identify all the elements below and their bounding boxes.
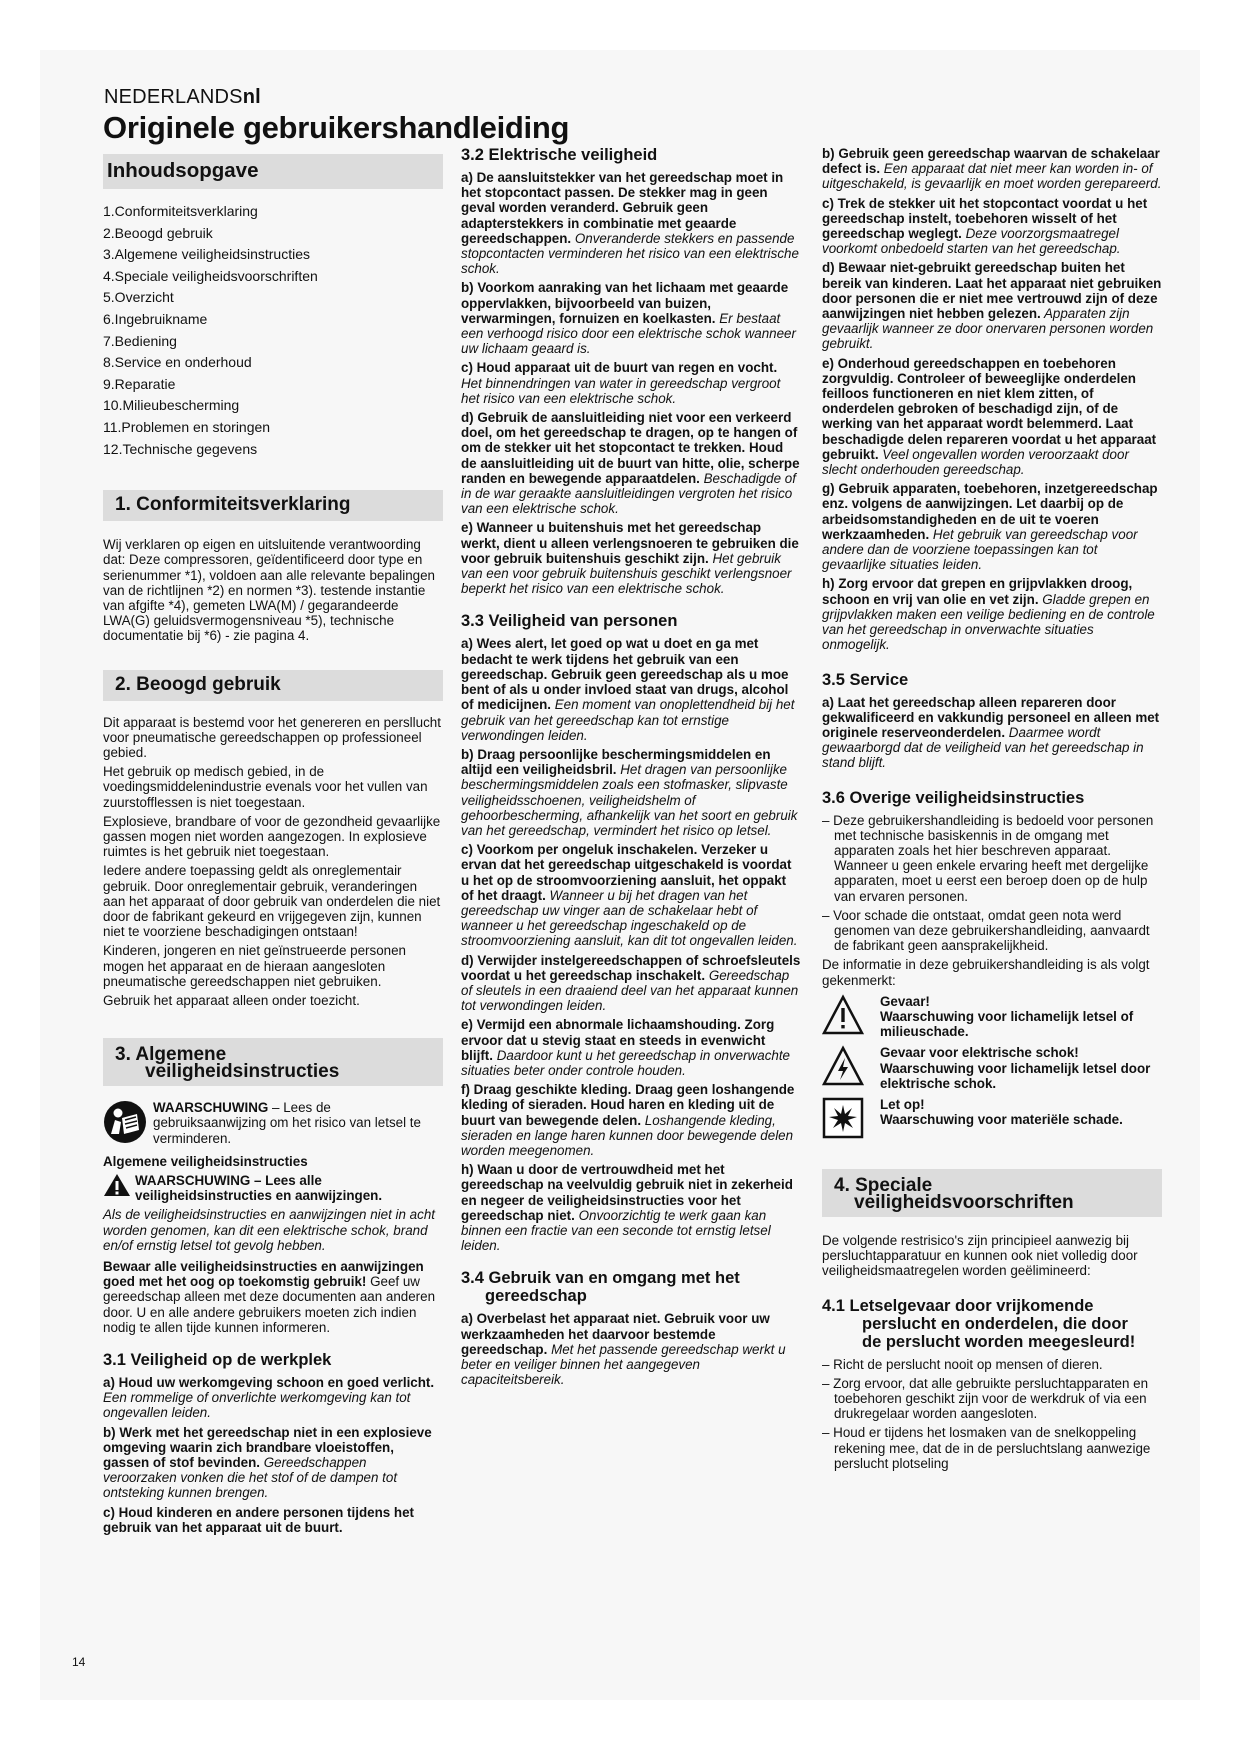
toc-heading: Inhoudsopgave <box>103 154 443 189</box>
section-2-p3: Explosieve, brandbare of voor de gezondheid gevaarlijke gassen mogen niet worden aangezogen. In explosieve ruimtes is het gebruik niet toegestaan. <box>103 813 441 860</box>
s31-b: b) Werk met het gereedschap niet in een explosieve omgeving waarin zich brandbare vloeistoffen, gassen of stof bevinden. Gereedschappen veroorzaken vonken die het stof of de dampen tot ontsteking kunnen brengen. <box>103 1424 432 1501</box>
general-safety-heading: Algemene veiligheidsinstructies <box>103 1153 308 1169</box>
toc-item[interactable]: 11.Problemen en storingen <box>103 418 271 435</box>
section-3-2-heading: 3.2 Elektrische veiligheid <box>461 146 658 164</box>
s32-a: a) De aansluitstekker van het gereedschap moet in het stopcontact passen. De stekker mag in geen geval worden veranderd. Gebruik geen adapterstekkers in combinatie met geaarde gereedschappen. Onveranderde stekkers en passende stopcontacten verminderen het risico van een elektrische schok. <box>461 170 799 277</box>
section-2-p2: Het gebruik op medisch gebied, in de voedingsmiddelenindustrie evenals voor het vullen van zuurstofflessen is niet toegestaan. <box>103 764 428 810</box>
s36-info: De informatie in deze gebruikershandleiding is als volgt gekenmerkt: <box>822 957 1150 988</box>
section-3-6-heading: 3.6 Overige veiligheidsinstructies <box>822 788 1085 807</box>
section-4-heading: 4. Speciale veiligheidsvoorschriften <box>822 1169 1162 1217</box>
page-title: Originele gebruikershandleiding <box>103 110 570 145</box>
toc-item[interactable]: 3.Algemene veiligheidsinstructies <box>103 246 310 263</box>
s34-b: b) Gebruik geen gereedschap waarvan de schakelaar defect is. Een apparaat dat niet meer kan worden in- of uitgeschakeld, is gevaarlijk en moet worden gerepareerd. <box>822 146 1162 192</box>
toc-item[interactable]: 7.Bediening <box>103 332 177 349</box>
s33-a: a) Wees alert, let goed op wat u doet en ga met bedacht te werk tijdens het gebruik van een gereedschap. Gebruik geen gereedschap als u moe bent of als u onder invloed staat van drugs, alcohol of medicijnen. Een moment van onoplettendheid bij het gebruik van het gereedschap kan tot ernstige verwondingen leiden. <box>461 636 795 743</box>
s34-g: g) Gebruik apparaten, toebehoren, inzetgereedschap enz. volgens de aanwijzingen. Let daarbij op de arbeidsomstandigheden en de uit te voeren werkzaamheden. Het gebruik van gereedschap voor andere dan de voorziene toepassingen kan tot gevaarlijke situaties leiden. <box>822 481 1158 573</box>
s34-a: a) Overbelast het apparaat niet. Gebruik voor uw werkzaamheden het daarvoor bestemde gereedschap. Met het passende gereedschap werkt u beter en veiliger binnen het aangegeven capaciteitsbereik. <box>461 1311 786 1388</box>
section-3-3-heading: 3.3 Veiligheid van personen <box>461 612 678 631</box>
section-4-1-heading: 4.1 Letselgevaar door vrijkomende perslucht en onderdelen, die door de perslucht worden meegesleurd! <box>822 1296 1136 1351</box>
s31-a: a) Houd uw werkomgeving schoon en goed verlicht. Een rommelige of onverlichte werkomgeving kan tot ongevallen leiden. <box>103 1375 435 1421</box>
section-2-heading: 2. Beoogd gebruik <box>103 670 443 701</box>
s33-e: e) Vermijd een abnormale lichaamshouding. Zorg ervoor dat u stevig staat en steeds in evenwicht blijft. Daardoor kunt u het gereedschap in onverwachte situaties beter onder controle houden. <box>461 1017 790 1078</box>
s41-item-2: – Zorg ervoor, dat alle gebruikte persluchtapparaten en toebehoren geschikt zijn voor de werkdruk of via een drukregelaar worden aangesloten. <box>822 1375 1149 1422</box>
electric-shock-icon <box>822 1045 864 1087</box>
s36-item-2: – Voor schade die ontstaat, omdat geen nota werd genomen van deze gebruikershandleiding, aanvaardt de fabrikant geen aansprakelijkheid. <box>822 907 1150 954</box>
warning-read-all: WAARSCHUWING – Lees alle veiligheidsinstructies en aanwijzingen. <box>103 1173 443 1207</box>
section-3-heading: 3. Algemene veiligheidsinstructies <box>103 1038 443 1086</box>
s31-c: c) Houd kinderen en andere personen tijdens het gebruik van het apparaat uit de buurt. <box>103 1504 415 1535</box>
page-number: 14 <box>72 1655 86 1669</box>
section-1-heading: 1. Conformiteitsverklaring <box>103 490 443 521</box>
toc-item[interactable]: 2.Beoogd gebruik <box>103 224 213 241</box>
s33-f: f) Draag geschikte kleding. Draag geen loshangende kleding of sieraden. Houd haren en kleding uit de buurt van bewegende delen. Loshangende kleding, sieraden en lange haren kunnen door bewegende delen worden meegenomen. <box>461 1082 795 1158</box>
symbol-electric: Gevaar voor elektrische schok! Waarschuwing voor lichamelijk letsel door elektrische schok. <box>822 1045 1162 1091</box>
read-manual-icon <box>103 1100 147 1144</box>
toc-item[interactable]: 6.Ingebruikname <box>103 310 208 327</box>
warning-triangle-icon <box>103 1173 131 1197</box>
s32-c: c) Houd apparaat uit de buurt van regen en vocht. Het binnendringen van water in gereedschap vergroot het risico van een elektrische schok. <box>461 360 781 406</box>
toc-item[interactable]: 12.Technische gegevens <box>103 440 258 457</box>
s41-item-3: – Houd er tijdens het losmaken van de snelkoppeling rekening mee, dat de in de persluchtslang aanwezige perslucht plotseling <box>822 1425 1151 1471</box>
toc-item[interactable]: 10.Milieubescherming <box>103 397 240 414</box>
warning-triangle-icon <box>822 994 864 1036</box>
s33-b: b) Draag persoonlijke beschermingsmiddelen en altijd een veiligheidsbril. Het dragen van persoonlijke beschermingsmiddelen zoals een stofmasker, slipvaste veiligheidsschoenen, veiligheidshelm of gehoorbescherming, afhankelijk van het soort en gebruik van het gereedschap, vermindert het risico op letsel. <box>461 746 798 838</box>
manual-warning: WAARSCHUWING – Lees de gebruiksaanwijzing om het risico van letsel te verminderen. <box>103 1100 443 1150</box>
s32-d: d) Gebruik de aansluitleiding niet voor een verkeerd doel, om het gereedschap te dragen, op te hangen of om de stekker uit het stopcontact te trekken. Houd de aansluitleiding uit de buurt van hitte, olie, scherpe randen en bewegende apparaatdelen. Beschadigde of in de war geraakte aansluitleidingen vergroten het risico van een elektrische schok. <box>461 410 800 517</box>
s41-item-1: – Richt de perslucht nooit op mensen of dieren. <box>822 1356 1103 1372</box>
s34-e: e) Onderhoud gereedschappen en toebehoren zorgvuldig. Controleer of beweeglijke onderdelen feilloos functioneren en niet klem zitten, of onderdelen gebroken of beschadigd zijn, of de werking van het apparaat wordt belemmerd. Laat beschadigde delen repareren voordat u het apparaat gebruikt. Veel ongevallen worden veroorzaakt door slecht onderhouden gereedschap. <box>822 355 1157 478</box>
language-label: NEDERLANDSnl <box>104 86 261 108</box>
s33-d: d) Verwijder instelgereedschappen of schroefsleutels voordat u het gereedschap inschakelt. Gereedschap of sleutels in een draaiend deel van het apparaat kunnen tot verwondingen leiden. <box>461 952 801 1014</box>
section-2-p5: Kinderen, jongeren en niet geïnstrueerde personen mogen het apparaat en de hieraan aangesloten pneumatische gereedschappen niet gebruiken. <box>103 943 406 989</box>
keep-instructions: Bewaar alle veiligheidsinstructies en aanwijzingen goed met het oog op toekomstig gebruik! Geef uw gereedschap alleen met deze documenten aan anderen door. U en alle andere gebruikers moeten zich indien nodig te allen tijde kunnen informeren. <box>103 1259 436 1335</box>
s32-b: b) Voorkom aanraking van het lichaam met geaarde oppervlakken, bijvoorbeeld van buizen, verwarmingen, fornuizen en koelkasten. Er bestaat een verhoogd risico door een elektrische schok wanneer uw lichaam geaard is. <box>461 280 796 357</box>
symbol-attention: Let op! Waarschuwing voor materiële schade. <box>822 1097 1162 1139</box>
s34-d: d) Bewaar niet-gebruikt gereedschap buiten het bereik van kinderen. Laat het apparaat niet gebruiken door personen die er niet mee vertrouwd zijn of deze aanwijzingen niet hebben gelezen. Apparaten zijn gevaarlijk wanneer ze door onervaren personen worden gebruikt. <box>822 260 1162 352</box>
section-2-p4: Iedere andere toepassing geldt als onreglementair gebruik. Door onreglementair gebruik, veranderingen aan het apparaat of door gebruik van onderdelen die niet door de fabrikant gekeurd en vrijgegeven zijn, kunnen niet te voorziene beschadigingen ontstaan! <box>103 863 441 940</box>
s32-e: e) Wanneer u buitenshuis met het gereedschap werkt, dient u alleen verlengsnoeren te gebruiken die voor gebruik buitenshuis geschikt zijn. Het gebruik van een voor gebruik buitenshuis geschikt verlengsnoer beperkt het risico van een elektrische schok. <box>461 520 799 597</box>
column-3 <box>822 146 1162 1475</box>
toc-item[interactable]: 5.Overzicht <box>103 289 174 306</box>
toc-item[interactable]: 8.Service en onderhoud <box>103 354 252 371</box>
section-1-text: Wij verklaren op eigen en uitsluitende verantwoording dat: Deze compressoren, geïdentificeerd door type en serienummer *1), voldoen aan alle relevante bepalingen van de richtlijnen *2) en normen *3). testende instantie van afgifte *4), gemeten LWA(M) / gegarandeerde LWA(G) geluidsvermogensniveau *5), technische documentatie bij *6) - zie pagina 4. <box>103 537 436 644</box>
warning-read-all-text: Als de veiligheidsinstructies en aanwijzingen niet in acht worden genomen, kan dit een elektrische schok, brand en/of ernstig letsel tot gevolg hebben. <box>103 1207 435 1253</box>
section-2-p1: Dit apparaat is bestemd voor het genereren en persllucht voor pneumatische gereedschappen op professioneel gebied. <box>103 714 441 760</box>
section-2-p6: Gebruik het apparaat alleen onder toezicht. <box>103 993 360 1008</box>
s34-h: h) Zorg ervoor dat grepen en grijpvlakken droog, schoon en vrij van olie en vet zijn. Gladde grepen en grijpvlakken maken een veilige bediening en de controle van het gereedschap in onverwachte situaties onmogelijk. <box>822 576 1155 653</box>
toc-item[interactable]: 1.Conformiteitsverklaring <box>103 203 258 219</box>
section-3-4-heading: 3.4 Gebruik van en omgang met het gereedschap <box>461 1269 740 1306</box>
table-of-contents <box>103 201 443 460</box>
material-damage-icon <box>822 1097 864 1139</box>
symbol-danger: Gevaar! Waarschuwing voor lichamelijk letsel of milieuschade. <box>822 994 1162 1040</box>
column-1 <box>103 150 443 1539</box>
s36-item-1: – Deze gebruikershandleiding is bedoeld voor personen met technische basiskennis in de omgang met apparaten zoals het hier beschreven apparaat. Wanneer u geen enkele ervaring heeft met dergelijke apparaten, moet u eerst een beroep doen op de hulp van ervaren personen. <box>822 812 1154 904</box>
section-4-text: De volgende restrisico's zijn principieel aanwezig bij persluchtapparatuur en kunnen ook niet volledig door veiligheidsmaatregelen worden geëlimineerd: <box>822 1232 1138 1279</box>
s34-c: c) Trek de stekker uit het stopcontact voordat u het gereedschap instelt, toebehoren wisselt of het gereedschap weglegt. Deze voorzorgsmaatregel voorkomt onbedoeld starten van het gereedschap. <box>822 195 1148 257</box>
section-3-1-heading: 3.1 Veiligheid op de werkplek <box>103 1351 332 1370</box>
s33-c: c) Voorkom per ongeluk inschakelen. Verzeker u ervan dat het gereedschap uitgeschakeld is voordat u het op de stroomvoorziening aansluit, het oppakt of het draagt. Wanneer u bij het dragen van het gereedschap uw vinger aan de schakelaar hebt of wanneer u het gereedschap ingeschakeld op de stroomvoorziening aansluit, kan dit tot ongevallen leiden. <box>461 842 798 949</box>
s33-h: h) Waan u door de vertrouwdheid met het gereedschap na veelvuldig gebruik niet in zekerheid en negeer de veiligheidsinstructies voor het gereedschap niet. Onvoorzichtig te werk gaan kan binnen een fractie van een seconde tot ernstig letsel leiden. <box>461 1162 793 1254</box>
s35-a: a) Laat het gereedschap alleen repareren door gekwalificeerd en vakkundig personeel en alleen met originele reserveonderdelen. Daarmee wordt gewaarborgd dat de veiligheid van het gereedschap in stand blijft. <box>822 694 1160 771</box>
section-3-5-heading: 3.5 Service <box>822 670 909 689</box>
toc-item[interactable]: 4.Speciale veiligheidsvoorschriften <box>103 267 318 284</box>
column-2 <box>461 146 801 1391</box>
toc-item[interactable]: 9.Reparatie <box>103 375 176 392</box>
